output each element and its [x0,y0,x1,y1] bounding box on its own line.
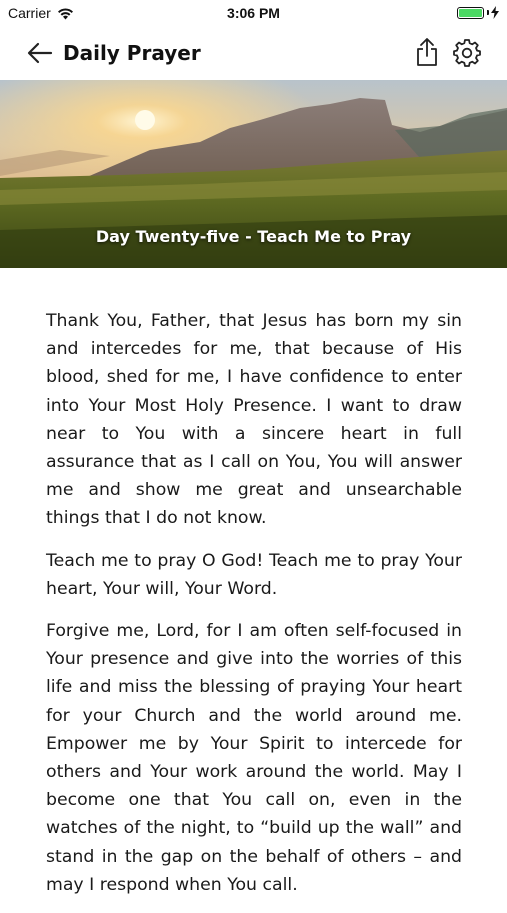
status-bar [0,0,507,28]
hero-title: Day Twenty-five - Teach Me to Pray [95,227,412,246]
back-button[interactable] [26,40,54,66]
gear-icon [453,39,481,67]
battery-tip [487,10,489,15]
prayer-paragraph: Teach me to pray O God! Teach me to pray Your heart, Your will, Your Word. [46,550,462,599]
prayer-paragraph: Forgive me, Lord, for I am often self-focused in Your presence and give into the worries of this life and miss the blessing of praying Your heart for your Church and the world around me. Empower me by Your Spirit to intercede for others and Your work around the world. May I become one that You call on, even in the watches of the night, to “build up the wall” and stand in the gap on the behalf of others – and may I respond when You call. [46,621,462,895]
prayer-content [46,307,462,913]
settings-button[interactable] [453,39,481,67]
status-time: 3:06 PM [227,5,280,21]
navigation-bar [0,28,507,80]
arrow-left-icon [26,40,54,66]
hero-banner [0,80,507,268]
carrier-label: Carrier [8,5,51,21]
status-right [457,6,499,19]
share-button[interactable] [414,36,440,68]
prayer-paragraph: Thank You, Father, that Jesus has born my sin and intercedes for me, that because of His blood, shed for me, I have confidence to enter into Your Most Holy Presence. I want to draw near to You with a sincere heart in full assurance that as I call on You, You will answer me and show me great and unsearchable things that I do not know. [46,311,462,529]
share-icon [414,36,440,68]
battery-icon [457,7,484,19]
page-title: Daily Prayer [63,41,201,65]
charging-bolt-icon [491,6,499,19]
battery-fill [459,9,482,17]
